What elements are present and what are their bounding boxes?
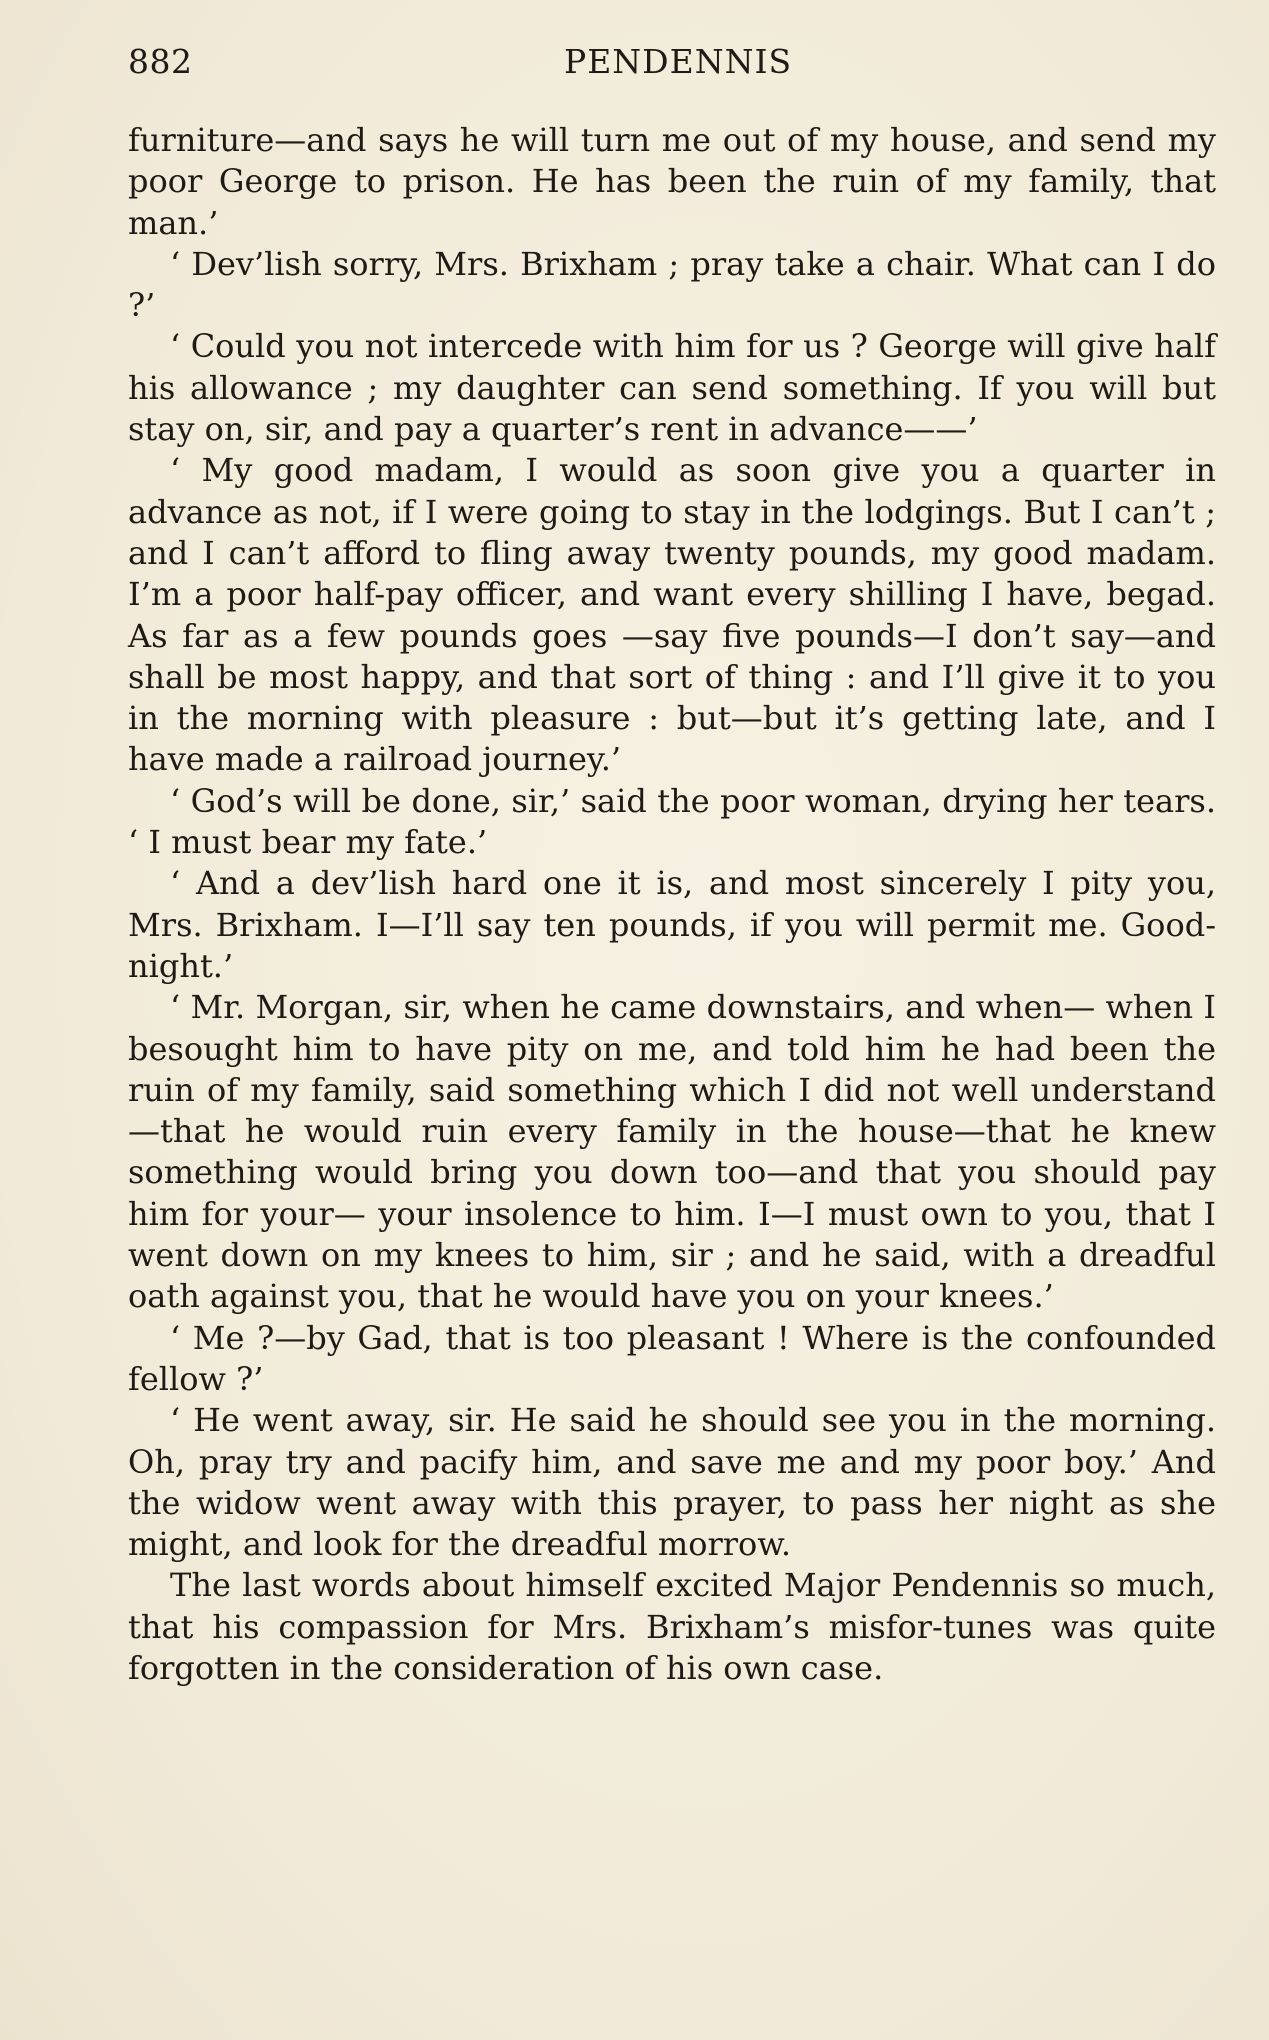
paragraph: ‘ And a dev’lish hard one it is, and most sincerely I pity you, Mrs. Brixham. I—I’ll say ten pounds, if you will permit me. Good-night.’ [128,864,1216,985]
paragraph: ‘ God’s will be done, sir,’ said the poor woman, drying her tears. ‘ I must bear my fate.’ [128,781,1216,862]
paragraph: ‘ He went away, sir. He said he should see you in the morning. Oh, pray try and pacify him, and save me and my poor boy.’ And the widow went away with this prayer, to pass her night as she might, and look for the dreadful morrow. [128,1401,1216,1564]
paragraph: ‘ My good madam, I would as soon give you a quarter in advance as not, if I were going to stay in the lodgings. But I can’t ; and I can’t afford to fling away twenty pounds, my good madam. I’m a poor half-pay officer, and want every shilling I have, begad. As far as a few pounds goes —say five pounds—I don’t say—and shall be most happy, and that sort of thing : and I’ll give it to you in the morning with pleasure : but—but it’s getting late, and I have made a railroad journey.’ [128,451,1216,779]
page-number: 882 [128,42,193,81]
running-title: PENDENNIS [564,42,793,81]
paragraph: The last words about himself excited Major Pendennis so much, that his compassion for Mrs. Brixham’s misfor-tunes was quite forgotten in the consideration of his own case. [128,1566,1216,1687]
paragraph: ‘ Mr. Morgan, sir, when he came downstairs, and when— when I besought him to have pity on me, and told him he had been the ruin of my family, said something which I did not well understand—that he would ruin every family in the house—that he knew something would bring you down too—and that you should pay him for your— your insolence to him. I—I must own to you, that I went down on my knees to him, sir ; and he said, with a dreadful oath against you, that he would have you on your knees.’ [128,988,1216,1316]
paragraph: ‘ Dev’lish sorry, Mrs. Brixham ; pray take a chair. What can I do ?’ [128,244,1216,325]
paragraph: furniture—and says he will turn me out of my house, and send my poor George to prison. He has been the ruin of my family, that man.’ [128,121,1216,242]
paragraph: ‘ Me ?—by Gad, that is too pleasant ! Where is the confounded fellow ?’ [128,1318,1216,1398]
running-head [128,42,1216,86]
paragraph: ‘ Could you not intercede with him for us ? George will give half his allowance ; my daughter can send something. If you will but stay on, sir, and pay a quarter’s rent in advance——’ [128,327,1216,449]
body-text [128,120,1216,1689]
